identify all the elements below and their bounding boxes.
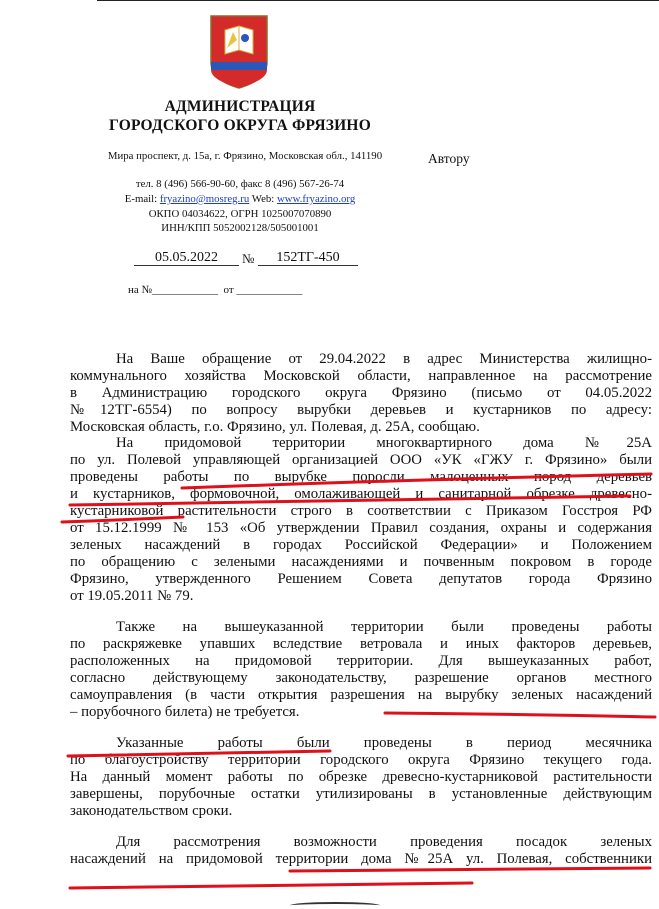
body-line: зеленых насаждений в городах Российской Федерации» и Положением: [70, 537, 652, 553]
reply-reference: на №____________ от ____________: [128, 284, 303, 296]
letter-number: 152ТГ-450: [258, 250, 358, 266]
body-line: по обращению с зелеными насаждениями и почвенным покровом в городе: [70, 554, 652, 570]
org-phone: тел. 8 (496) 566-90-60, факс 8 (496) 567-26-74: [135, 178, 345, 190]
org-name-line2: ГОРОДСКОГО ОКРУГА ФРЯЗИНО: [109, 117, 371, 134]
org-contacts: [60, 193, 420, 205]
addressee: Автору: [428, 151, 470, 166]
number-sign: №: [242, 251, 255, 266]
org-inn: ИНН/КПП 5052002128/505001001: [161, 222, 319, 234]
body-line: №12ТГ-6554) по вопросу вырубки деревьев и кустарников по адресу:: [70, 402, 652, 418]
email-label: E-mail:: [124, 193, 160, 205]
body-line: Также на вышеуказанной территории были проведены работы: [116, 619, 652, 635]
body-line: На Ваше обращение от 29.04.2022 в адрес Министерства жилищно-: [116, 351, 652, 367]
coat-of-arms-icon: [209, 14, 269, 90]
email-link[interactable]: fryazino@mosreg.ru: [159, 193, 250, 205]
body-line: – порубочного билета) не требуется.: [70, 704, 300, 720]
body-line: проведены работы по вырубке поросли малоценных пород деревьев: [70, 469, 652, 485]
body-line: Московская область, г.о. Фрязино, ул. Полевая, д. 25А, сообщаю.: [70, 419, 480, 435]
body-line: по раскряжевке упавших вследствие ветровала и иных факторов деревьев,: [70, 636, 652, 652]
body-line: коммунального хозяйства Московской области, направленное на рассмотрение: [70, 368, 652, 384]
body-line: завершены, порубочные остатки утилизированы в установленные действующим: [70, 786, 652, 802]
body-line: На данный момент работы по обрезке древесно-кустарниковой растительности: [70, 769, 652, 785]
body-line: Фрязино, утвержденного Решением Совета депутатов города Фрязино: [70, 571, 652, 587]
web-label: Web:: [249, 193, 277, 205]
body-line: Для рассмотрения возможности проведения посадок зеленых: [116, 834, 652, 850]
body-line: самоуправления (в части открытия разрешения на вырубку зеленых насаждений: [70, 687, 652, 703]
body-line: и кустарников, формовочной, омолаживающей и санитарной обрезке древесно-: [70, 486, 652, 502]
body-line: кустарниковой растительности строго в соответствии с Приказом Госстроя РФ: [70, 503, 652, 519]
org-address: Мира проспект, д. 15а, г. Фрязино, Московская обл., 141190: [107, 150, 383, 162]
letter-date: 05.05.2022: [134, 250, 239, 266]
body-line: расположенных на придомовой территории. Для вышеуказанных работ,: [70, 653, 652, 669]
org-okpo: ОКПО 04034622, ОГРН 1025007070890: [148, 208, 332, 220]
org-name-line1: АДМИНИСТРАЦИЯ: [164, 98, 316, 115]
body-line: согласно действующему законодательству, разрешение органов местного: [70, 670, 652, 686]
body-line: от 15.12.1999 № 153 «Об утверждении Правил создания, охраны и содержания: [70, 520, 652, 536]
body-line: На придомовой территории многоквартирного дома №25А: [116, 435, 652, 451]
body-line: Указанные работы были проведены в период месячника: [116, 735, 652, 751]
body-line: законодательством сроки.: [70, 803, 233, 819]
body-line: в Администрацию городского округа Фрязино (письмо от 04.05.2022: [70, 385, 652, 401]
body-line: по ул. Полевой управляющей организацией ООО «УК «ГЖУ г. Фрязино» были: [70, 452, 652, 468]
red-underline: [70, 883, 472, 888]
red-underline: [290, 868, 650, 871]
body-line: насаждений на придомовой территории дома №25А ул. Полевая, собственники: [70, 851, 652, 867]
top-border-line: [97, 0, 659, 1]
bottom-mark: [290, 902, 380, 909]
website-link[interactable]: www.fryazino.org: [276, 193, 356, 205]
body-line: по благоустройству территории городского округа Фрязино текущего года.: [70, 752, 652, 768]
body-line: от 19.05.2011 № 79.: [70, 588, 194, 604]
